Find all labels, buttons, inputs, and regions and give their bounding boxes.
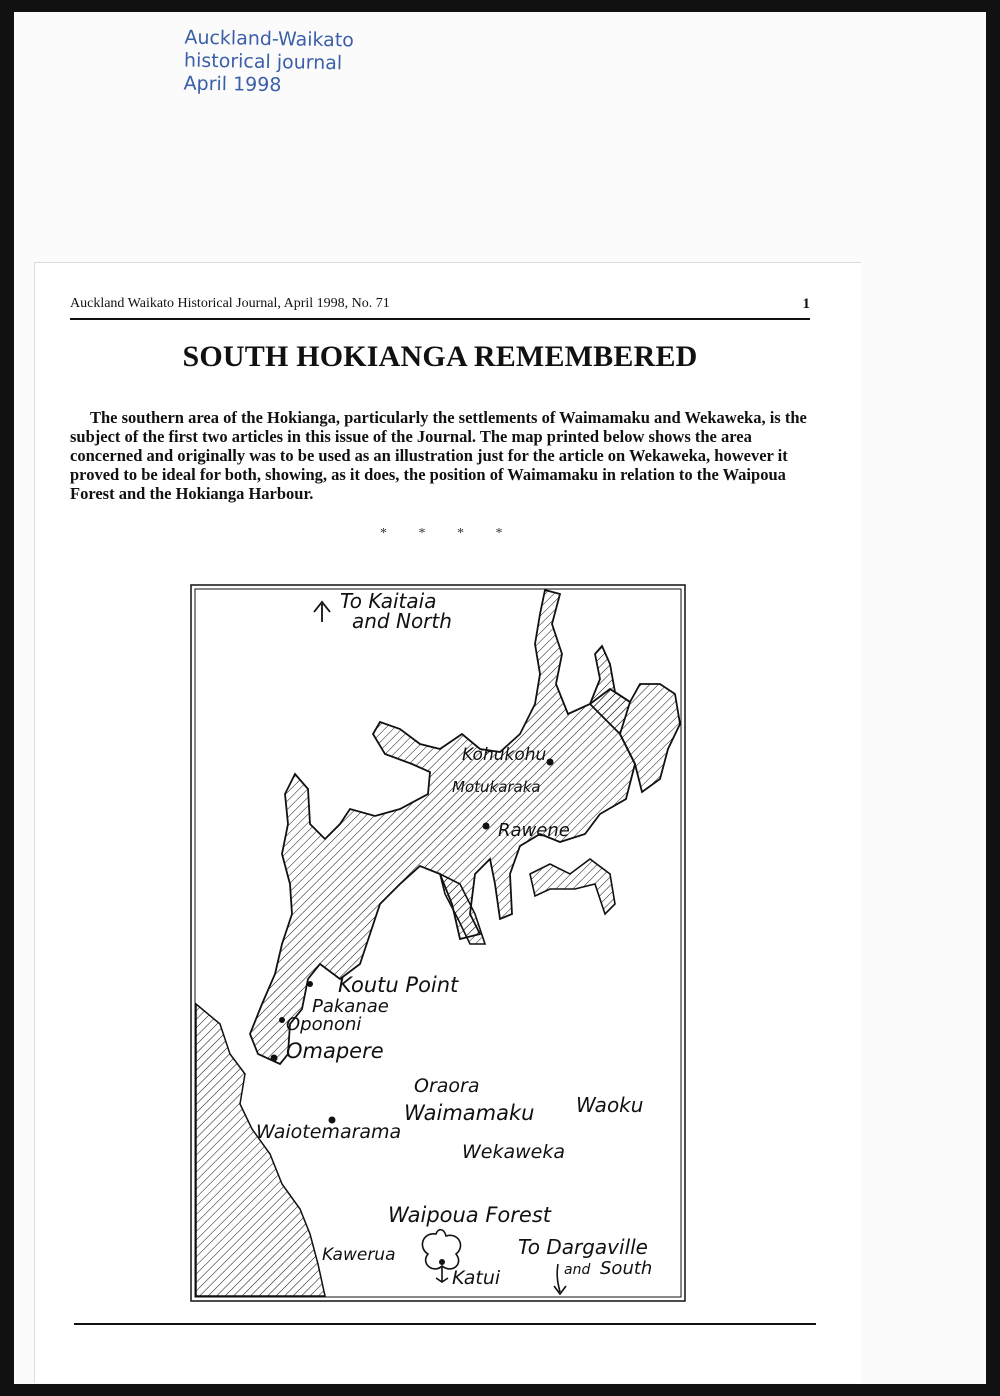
map-label-north-line1: To Kaitaia [340,589,437,613]
map-label-waiotemarama: Waiotemarama [256,1121,402,1143]
map-label-opononi: Opononi [286,1014,362,1035]
map-label-wekaweka: Wekaweka [462,1141,565,1163]
page-number: 1 [802,296,810,312]
article-title: SOUTH HOKIANGA REMEMBERED [182,340,698,373]
map-label-waoku: Waoku [576,1093,644,1117]
place-dot [279,1017,285,1023]
hokianga-map [190,584,686,1302]
handwritten-line: April 1998 [183,72,282,97]
map-label-kohukohu: Kohukohu [462,745,547,765]
running-header [70,296,810,318]
section-separator: * * * * [380,526,517,541]
map-label-south-and: and [564,1262,591,1278]
journal-citation: Auckland Waikato Historical Journal, April 1998, No. 71 [70,296,390,311]
map-label-omapere: Omapere [286,1039,384,1063]
place-dot [271,1055,278,1062]
handwritten-line: historical journal [183,49,343,75]
map-label-north-line2: and North [352,609,452,633]
intro-paragraph: The southern area of the Hokianga, particularly the settlements of Waimamaku and Wekaweka, is the subject of the first two articles in this issue of the Journal. The map printed below shows the area concerned and originally was to be used as an illustration just for the article on Wekaweka, however it proved to be ideal for both, showing, as it does, the position of Waimamaku in relation to the Waipoua Forest and the Hokianga Harbour. [70,408,807,503]
handwritten-line: Auckland-Waikato [184,26,355,52]
map-label-waimamaku: Waimamaku [404,1101,535,1125]
footer-rule [74,1323,816,1325]
header-rule [70,318,810,320]
map-label-koutu-point: Koutu Point [338,973,459,997]
place-dot [439,1259,445,1265]
map-label-south-line1: To Dargaville [518,1235,648,1259]
place-dot [483,823,490,830]
map-label-kawerua: Kawerua [322,1245,396,1265]
map-label-katui: Katui [452,1267,501,1289]
map-label-waipoua-forest: Waipoua Forest [388,1203,552,1227]
map-label-pakanae: Pakanae [312,996,389,1017]
handwritten-note [183,27,354,99]
map-label-south-line2: South [600,1258,653,1279]
place-dot [307,981,313,987]
map-label-oraora: Oraora [414,1075,480,1097]
map-label-rawene: Rawene [498,820,570,841]
map-label-motukaraka: Motukaraka [452,778,541,796]
place-dot [547,759,554,766]
